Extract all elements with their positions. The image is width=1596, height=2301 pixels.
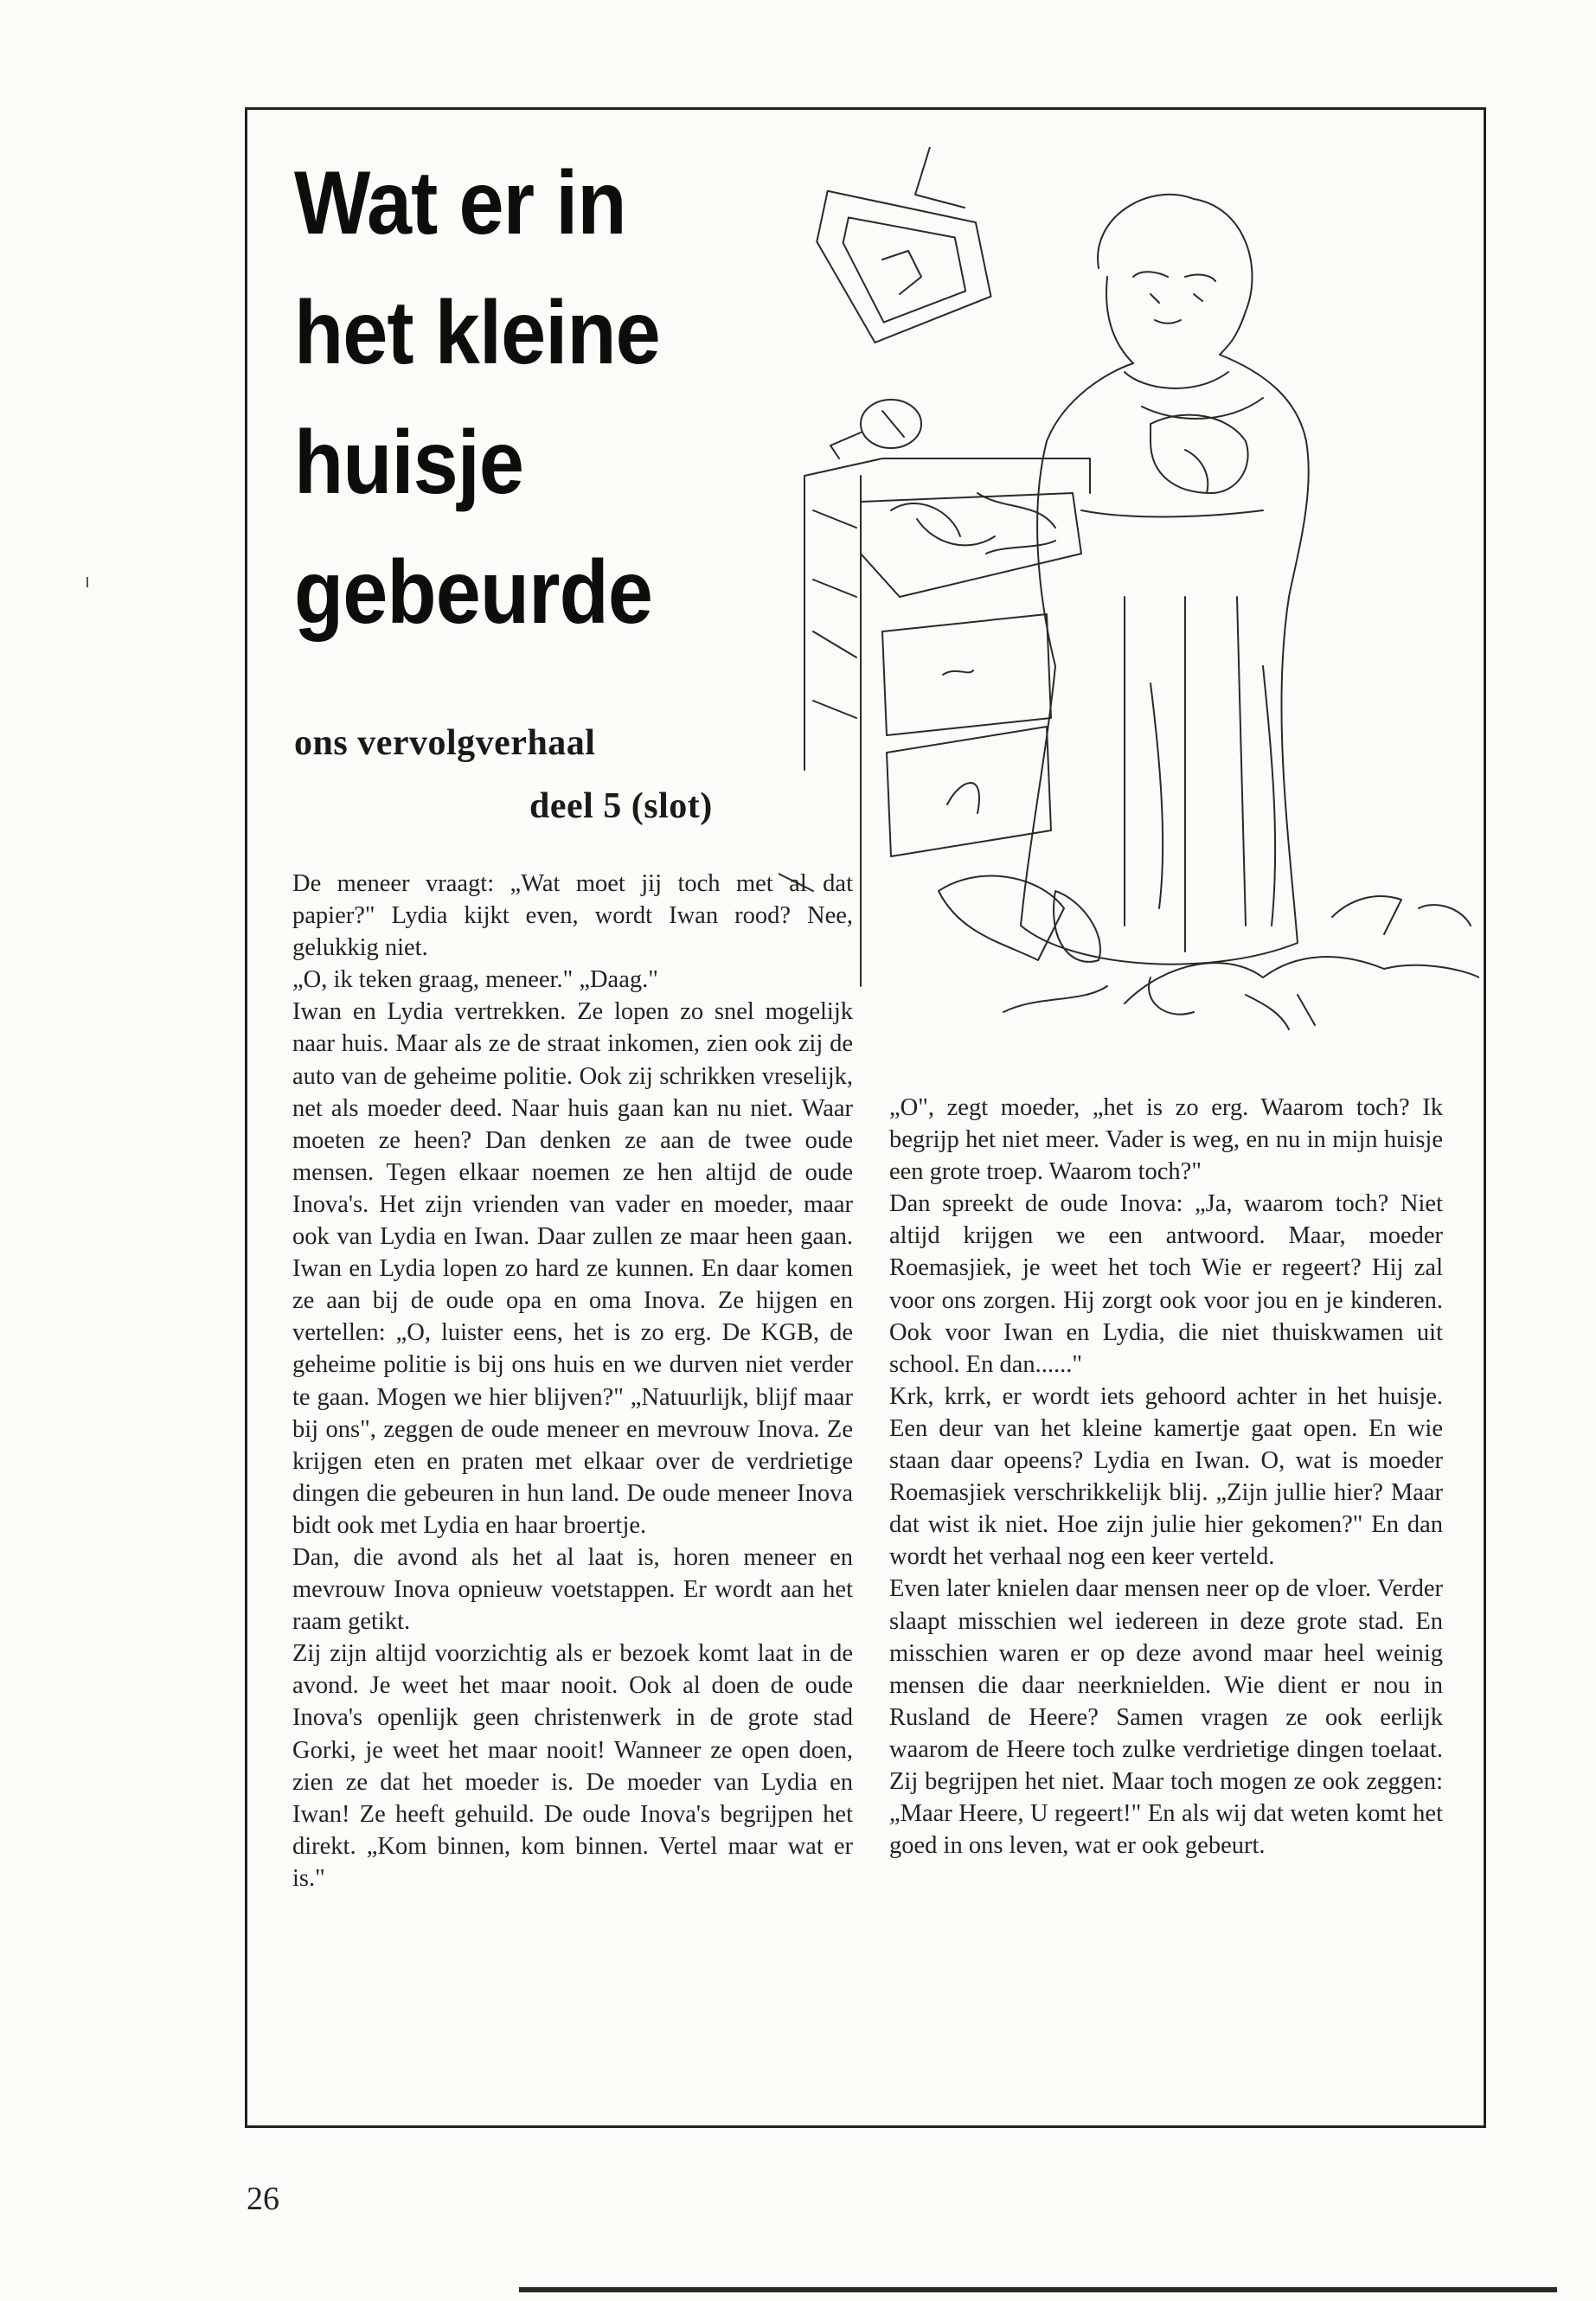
- story-illustration: [779, 147, 1479, 1073]
- bottom-rule: [519, 2287, 1557, 2292]
- headline-line: huisje: [294, 413, 524, 513]
- headline-line: Wat er in: [294, 153, 626, 253]
- page-number: 26: [247, 2181, 279, 2217]
- headline-line: gebeurde: [294, 542, 653, 643]
- paragraph: Dan spreekt de oude Inova: „Ja, waarom toch? Niet altijd krijgen we een antwoord. Maar, moeder Roemasjiek, je weet het toch Wie er regeert? Hij zal voor ons zorgen. Hij zorgt ook voor jou en je kinderen. Ook voor Iwan en Lydia, die niet thuiskwamen uit school. En dan......": [889, 1190, 1443, 1378]
- paragraph: „O, ik teken graag, meneer." „Daag.": [292, 966, 658, 994]
- worried-mother-figure: [1021, 195, 1309, 965]
- paragraph: Dan, die avond als het al laat is, horen meneer en mevrouw Inova opnieuw voetstappen. Er wordt aan het raam getikt.: [292, 1543, 853, 1636]
- crooked-picture-frame: [798, 147, 1005, 364]
- paragraph: Zij zijn altijd voorzichtig als er bezoek komt laat in de avond. Je weet het maar nooit. Ook al doen de oude Inova's openlijk geen christenwerk in de grote stad Gorki, je weet het maar nooit! Wanneer ze open doen, zien ze dat het moeder is. De moeder van Lydia en Iwan! Ze heeft gehuild. De oude Inova's begrijpen het direkt. „Kom binnen, kom binnen. Vertel maar wat er is.": [292, 1640, 853, 1892]
- article-column-left: [292, 868, 853, 1894]
- paragraph: Krk, krrk, er wordt iets gehoord achter in het huisje. Een deur van het kleine kamertje gaat open. En wie staan daar opeens? Lydia en Iwan. O, wat is moeder Roemasjiek verschrikkelijk blij. „Zijn jullie hier? Maar dat wist ik niet. Hoe zijn julie hier gekomen?" En dan wordt het verhaal nog een keer verteld.: [889, 1382, 1443, 1571]
- article-headline: [294, 138, 779, 657]
- article-subtitle: ons vervolgverhaal: [294, 723, 596, 763]
- paragraph: „O", zegt moeder, „het is zo erg. Waarom toch? Ik begrijp het niet meer. Vader is weg, en nu in mijn huisje een grote troep. Waarom toch?": [889, 1094, 1443, 1186]
- scattered-clothes: [1003, 896, 1479, 1029]
- margin-mark: [87, 577, 88, 587]
- paragraph: Even later knielen daar mensen neer op de vloer. Verder slaapt misschien wel iedereen in deze grote stad. En misschien waren er op deze avond maar heel weinig mensen die daar neerknielden. Wie dient er nou in Rusland de Heere? Samen vragen ze ook eerlijk waarom de Heere toch zulke verdrietige dingen toelaat. Zij begrijpen het niet. Maar toch mogen ze ook zeggen: „Maar Heere, U regeert!" En als wij dat weten komt het goed in ons leven, wat er ook gebeurt.: [889, 1575, 1443, 1860]
- headline-line: het kleine: [294, 283, 660, 383]
- article-part-label: deel 5 (slot): [529, 786, 713, 826]
- fallen-lamp: [830, 400, 921, 458]
- paragraph: Iwan en Lydia vertrekken. Ze lopen zo snel mogelijk naar huis. Maar als ze de straat inkomen, zien ook zij de auto van de geheime politie. Ook zij schrikken vreselijk, net als moeder deed. Naar huis gaan kan nu niet. Waar moeten ze heen? Dan denken ze aan de twee oude mensen. Tegen elkaar noemen ze hen altijd de oude Inova's. Het zijn vrienden van vader en moeder, maar ook van Lydia en Iwan. Daar zullen ze maar heen gaan. Iwan en Lydia lopen zo hard ze kunnen. En daar komen ze aan bij de oude opa en oma Inova. Ze hijgen en vertellen: „O, luister eens, het is zo erg. De KGB, de geheime politie is bij ons huis en we durven niet verder te gaan. Mogen we hier blijven?" „Natuurlijk, blijf maar bij ons", zeggen de oude meneer en mevrouw Inova. Ze krijgen eten en praten met elkaar over de verdrietige dingen die gebeuren in hun land. De oude meneer Inova bidt ook met Lydia en haar broertje.: [292, 998, 853, 1539]
- article-column-right: [889, 1092, 1443, 1862]
- paragraph: De meneer vraagt: „Wat moet jij toch met al dat papier?" Lydia kijkt even, wordt Iwan rood? Nee, gelukkig niet.: [292, 870, 853, 962]
